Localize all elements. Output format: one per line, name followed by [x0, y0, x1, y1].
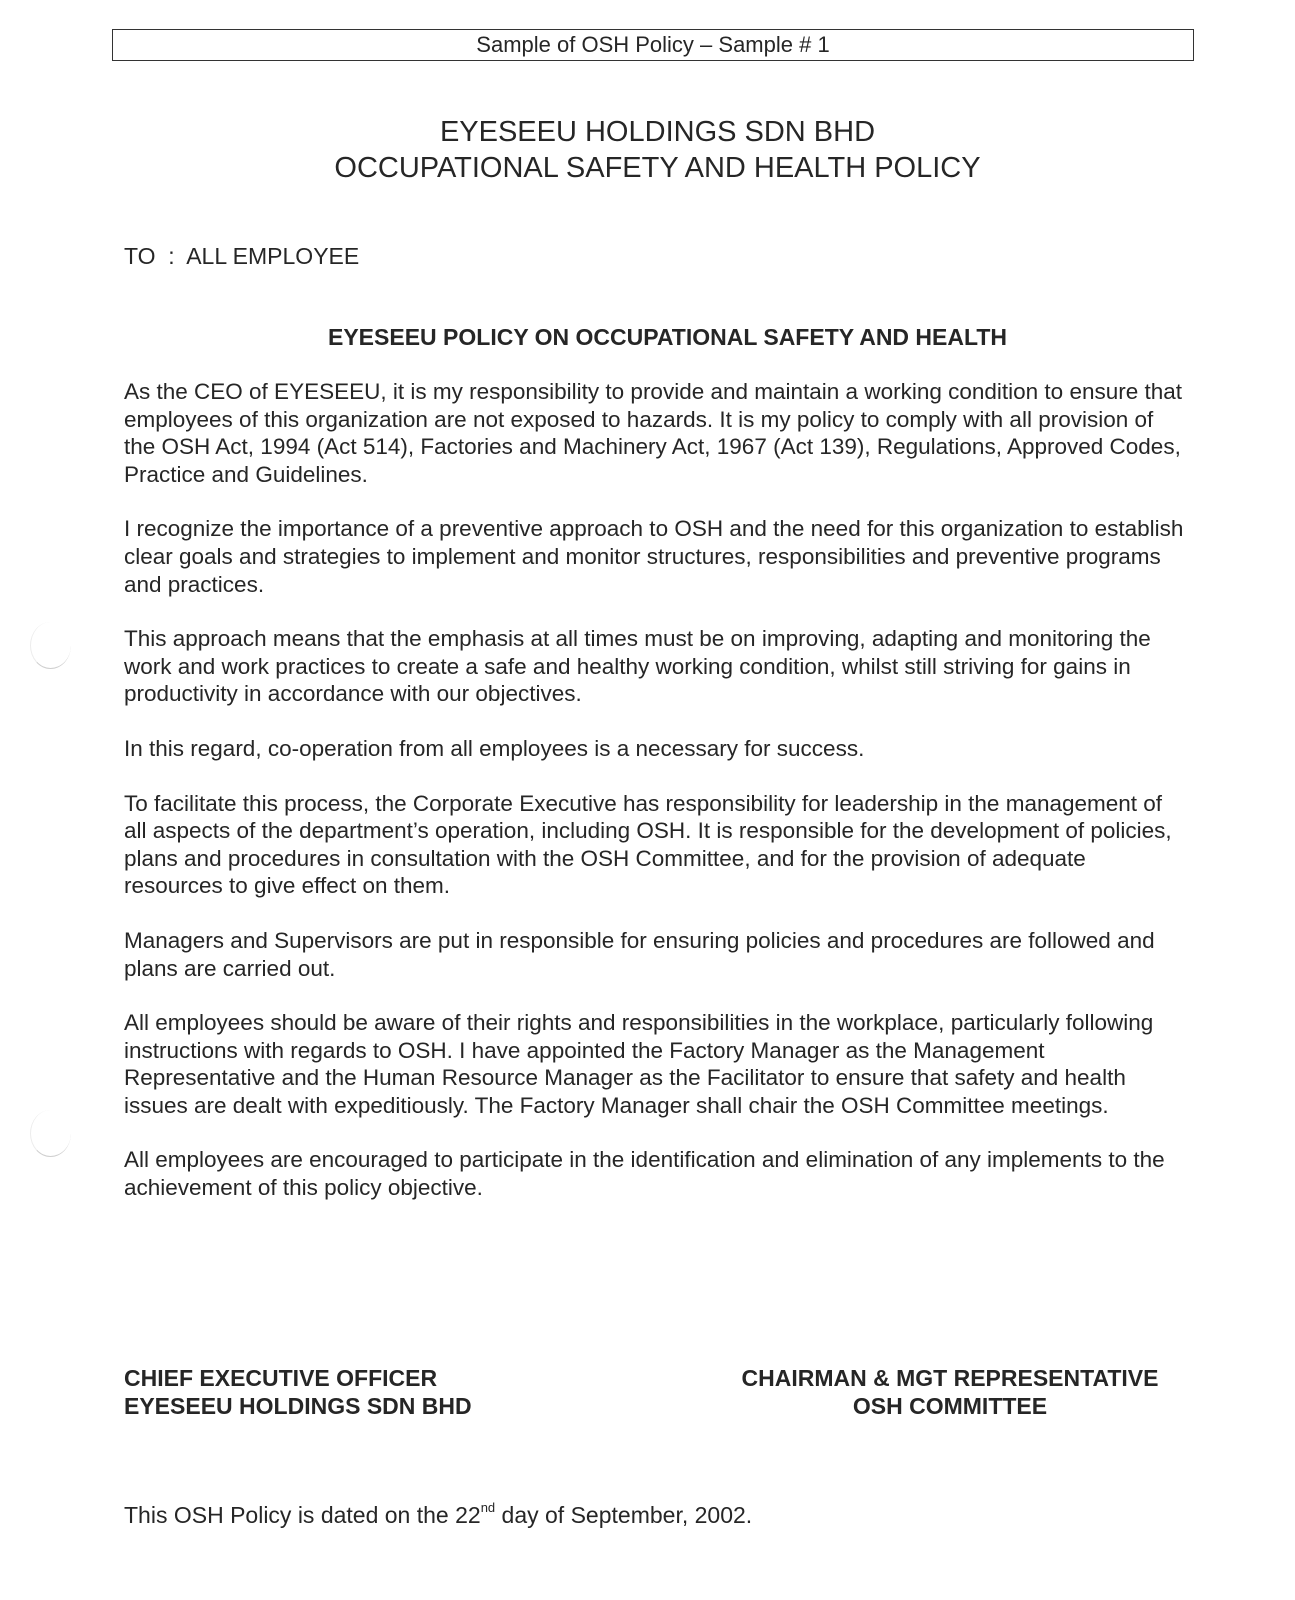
policy-title: OCCUPATIONAL SAFETY AND HEALTH POLICY: [334, 152, 981, 184]
signature-ceo-title: CHIEF EXECUTIVE OFFICER: [124, 1365, 438, 1391]
paragraph-employees-rights: All employees should be aware of their rights and responsibilities in the workplace, particularly following instructions with regards to OSH. I have appointed the Factory Manager as the Management Representative and the Human Resource Manager as the Facilitator to ensure that safety and health issues are dealt with expeditiously. The Factory Manager shall chair the OSH Committee meetings.: [124, 1010, 1154, 1118]
punch-hole-mark: [30, 622, 71, 669]
recipient-line: TO : ALL EMPLOYEE: [124, 243, 360, 269]
signature-chairman-organization: OSH COMMITTEE: [852, 1393, 1048, 1419]
paragraph-preventive-approach: I recognize the importance of a preventive approach to OSH and the need for this organization to establish clear goals and strategies to implement and monitor structures, responsibilities and preventive programs and practices.: [124, 516, 1184, 597]
signature-chairman-title: CHAIRMAN & MGT REPRESENTATIVE: [741, 1365, 1159, 1391]
date-ordinal-suffix: nd: [480, 1500, 496, 1515]
sample-label: Sample of OSH Policy – Sample # 1: [476, 32, 830, 57]
paragraph-managers: Managers and Supervisors are put in responsible for ensuring policies and procedures are followed and plans are carried out.: [124, 927, 1155, 981]
paragraph-emphasis: This approach means that the emphasis at all times must be on improving, adapting and monitoring the work and work practices to create a safe and healthy working condition, whilst still striving for gains in productivity in accordance with our objectives.: [124, 626, 1151, 707]
date-suffix: day of September, 2002.: [495, 1502, 753, 1528]
punch-hole-mark: [30, 1110, 71, 1157]
paragraph-participation: All employees are encouraged to participate in the identification and elimination of any implements to the achievement of this policy objective.: [124, 1147, 1165, 1201]
document-title-block: [0, 114, 1295, 186]
policy-body: [124, 378, 1184, 1229]
company-name: EYESEEU HOLDINGS SDN BHD: [439, 116, 876, 148]
paragraph-corporate-executive: To facilitate this process, the Corporate Executive has responsibility for leadership in the management of all aspects of the department’s operation, including OSH. It is responsible for the development of policies, plans and procedures in consultation with the OSH Committee, and for the provision of adequate resources to give effect on them.: [124, 790, 1172, 899]
paragraph-responsibility: As the CEO of EYESEEU, it is my responsibility to provide and maintain a working condition to ensure that employees of this organization are not exposed to hazards. It is my policy to comply with all provision of the OSH Act, 1994 (Act 514), Factories and Machinery Act, 1967 (Act 139), Regulations, Approved Codes, Practice and Guidelines.: [124, 379, 1183, 487]
paragraph-cooperation: In this regard, co-operation from all employees is a necessary for success.: [124, 735, 865, 761]
date-prefix: This OSH Policy is dated on the 22: [124, 1502, 481, 1528]
sample-header-box: [112, 29, 1194, 61]
signature-ceo-organization: EYESEEU HOLDINGS SDN BHD: [124, 1393, 472, 1419]
signature-block-chairman: [730, 1364, 1170, 1420]
policy-date-line: [124, 1500, 752, 1530]
signature-block-ceo: [124, 1364, 472, 1420]
policy-heading: EYESEEU POLICY ON OCCUPATIONAL SAFETY AND HEALTH: [328, 324, 1007, 350]
